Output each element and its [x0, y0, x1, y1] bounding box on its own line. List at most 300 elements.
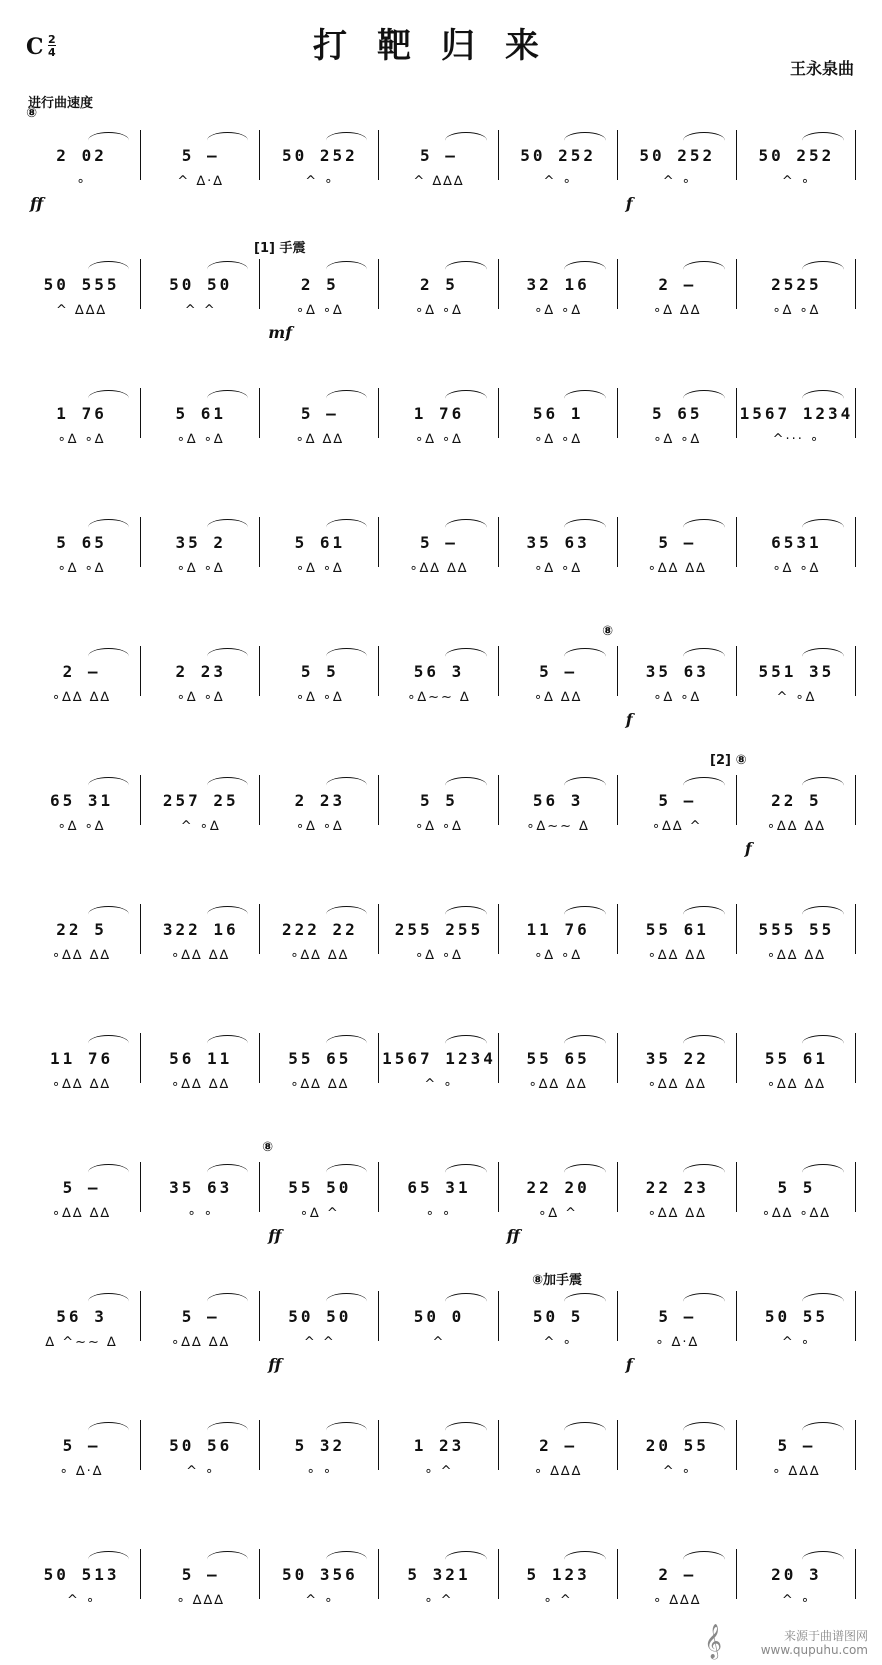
slur-line [326, 1293, 368, 1310]
measure-notes: 1567 1234 [382, 1049, 496, 1068]
measure-articulations: ∘∆∆ ∆∆ [647, 948, 707, 963]
measure-notes: 551 35 [758, 662, 835, 681]
barline [855, 1420, 856, 1470]
slur-line [802, 648, 844, 665]
measure-notes: 50 56 [169, 1436, 233, 1455]
measure [737, 110, 856, 220]
measure [141, 110, 260, 220]
measure-notes: 1 76 [56, 404, 107, 423]
measure-notes: 5 5 [300, 662, 339, 681]
measure [141, 1529, 260, 1639]
measure-notes: 5 123 [526, 1565, 590, 1584]
measure-articulations: ∘∆∆ ∆∆ [52, 690, 112, 705]
meter-top: 2 [48, 33, 56, 46]
slur-line [207, 1293, 249, 1310]
measure-articulations: ∘∆ ∘∆ [295, 561, 344, 576]
measure-notes: 2 – [62, 662, 101, 681]
measure [260, 239, 379, 349]
barline [855, 1033, 856, 1083]
measure-notes: 56 3 [532, 791, 584, 810]
measure-articulations: ∘∆ ^ [538, 1206, 579, 1221]
measure [499, 497, 618, 607]
measure-notes: 2 02 [56, 146, 107, 165]
measure-notes: 55 65 [288, 1049, 352, 1068]
measure-articulations: ^ ∘ [543, 1335, 573, 1350]
measure-articulations: ∘ ∆·∆ [59, 1464, 104, 1479]
measure [737, 239, 856, 349]
slur-line [683, 906, 725, 923]
measure-articulations: ^ ∆·∆ [177, 174, 224, 189]
slur-line [802, 906, 844, 923]
measure [618, 1271, 737, 1381]
measure [260, 1271, 379, 1381]
measure-notes: 65 31 [407, 1178, 471, 1197]
measure [141, 497, 260, 607]
measure-notes: 222 22 [281, 920, 358, 939]
slur-line [88, 519, 130, 536]
measure-articulations: ^ ∘ [781, 1335, 811, 1350]
measure-articulations: ∘∆∆ ∘∆∆ [761, 1206, 832, 1221]
slur-line [683, 519, 725, 536]
slur-line [683, 390, 725, 407]
slur-line [564, 132, 606, 149]
dynamic-marking: ff [268, 1355, 282, 1374]
measure-notes: 5 65 [652, 404, 703, 423]
measure [737, 1400, 856, 1510]
barline [855, 775, 856, 825]
measure-notes: 50 252 [520, 146, 597, 165]
measure-articulations: ∘∆∆ ∆∆ [290, 1077, 350, 1092]
measure-notes: 20 55 [645, 1436, 709, 1455]
measure [260, 1013, 379, 1123]
measure-articulations: ∘∆~~ ∆ [526, 819, 590, 834]
measure [260, 755, 379, 865]
score-title: 打靶归来 [313, 26, 569, 66]
slur-line [326, 648, 368, 665]
measure-notes: 2525 [771, 275, 822, 294]
measure-notes: 50 555 [43, 275, 120, 294]
row-annotation: ⑧ [262, 1140, 274, 1155]
slur-line [88, 1551, 130, 1568]
slur-line [326, 390, 368, 407]
dynamic-marking: f [625, 1355, 633, 1374]
score-row [22, 368, 856, 478]
measure-notes: 35 63 [526, 533, 590, 552]
barline [855, 517, 856, 567]
dynamic-marking: f [625, 194, 633, 213]
slur-line [207, 261, 249, 278]
score-row [22, 1013, 856, 1123]
measure-notes: 5 – [420, 146, 458, 165]
measure [379, 884, 498, 994]
slur-line [802, 1422, 844, 1439]
measure-articulations: ∘ ^ [424, 1464, 454, 1479]
measure [379, 1529, 498, 1639]
slur-line [802, 777, 844, 794]
measure-articulations: ∘∆ ∆∆ [653, 303, 702, 318]
measure [260, 884, 379, 994]
measure-notes: 2 23 [175, 662, 226, 681]
measure-notes: 5 – [777, 1436, 816, 1455]
measure-articulations: ∘∆ ^ [299, 1206, 340, 1221]
tempo-marking: 进行曲速度 [28, 96, 94, 111]
measure-notes: 2 – [658, 1565, 697, 1584]
measure [22, 239, 141, 349]
dynamic-marking: ff [30, 194, 44, 213]
time-signature [48, 34, 56, 58]
measure-notes: 56 3 [413, 662, 465, 681]
measure-articulations: ∘∆ ∘∆ [534, 561, 583, 576]
measure-notes: 55 50 [288, 1178, 352, 1197]
measure-notes: 5 5 [420, 791, 458, 810]
slur-line [445, 1293, 487, 1310]
measure-articulations: ∘∆∆ ∆∆ [171, 948, 231, 963]
slur-line [802, 1035, 844, 1052]
measure-articulations: ∘ ∆∆∆ [772, 1464, 821, 1479]
measure-articulations: ∘∆ ∘∆ [534, 948, 583, 963]
row-annotation: ⑧ [602, 624, 614, 639]
measure [499, 1013, 618, 1123]
measure-articulations: ∘∆∆ ∆∆ [52, 1206, 112, 1221]
measure [22, 1529, 141, 1639]
slur-line [88, 777, 130, 794]
measure-articulations: ∘∆ ∘∆ [415, 948, 463, 963]
measure [260, 110, 379, 220]
measure [260, 368, 379, 478]
measure [22, 497, 141, 607]
measure-notes: 1 23 [413, 1436, 465, 1455]
measure-articulations: ^ ∆∆∆ [56, 303, 108, 318]
row-annotation: [1] 手震 [254, 241, 306, 256]
slur-line [445, 648, 487, 665]
measure-notes: 5 – [658, 533, 697, 552]
measure-notes: 1567 1234 [739, 404, 854, 423]
slur-line [207, 390, 249, 407]
measure [260, 626, 379, 736]
slur-line [88, 132, 130, 149]
measure-notes: 5 – [658, 1307, 697, 1326]
slur-line [445, 390, 487, 407]
measure-notes: 50 55 [764, 1307, 828, 1326]
measure-notes: 35 22 [645, 1049, 709, 1068]
measure-notes: 5 – [181, 1565, 220, 1584]
score-row [22, 884, 856, 994]
measure [260, 497, 379, 607]
measure-articulations: ∘∆∆ ∆∆ [647, 1077, 707, 1092]
measure-notes: 55 61 [764, 1049, 828, 1068]
measure [499, 755, 618, 865]
score-row [22, 106, 856, 220]
score-row [22, 1529, 856, 1639]
measure-notes: 11 76 [49, 1049, 114, 1068]
slur-line [207, 777, 249, 794]
measure [737, 626, 856, 736]
measure-notes: 5 – [62, 1436, 101, 1455]
measure [737, 1013, 856, 1123]
treble-clef-icon: 𝄞 [704, 1624, 722, 1659]
barline [855, 1291, 856, 1341]
measure-articulations: ^ ^ [184, 303, 217, 318]
slur-line [326, 1422, 368, 1439]
slur-line [445, 261, 487, 278]
measure [499, 110, 618, 220]
measure-notes: 22 5 [771, 791, 822, 810]
key-signature: C [26, 34, 44, 60]
slur-line [445, 1035, 487, 1052]
measure-articulations: ∘∆ ∘∆ [57, 561, 106, 576]
measure-articulations: ∘∆∆ ∆∆ [766, 1077, 826, 1092]
measure [379, 755, 498, 865]
measure-articulations: ∘ ∆·∆ [655, 1335, 700, 1350]
measure-notes: 2 5 [420, 275, 458, 294]
measure-articulations: ^ [432, 1335, 446, 1350]
measure-articulations: ∘∆ ∆∆ [295, 432, 345, 447]
score-row [22, 626, 856, 736]
measure-notes: 50 513 [43, 1565, 120, 1584]
slur-line [207, 1035, 249, 1052]
measure-articulations: ^ ∘ [781, 1593, 811, 1608]
measure-articulations: ∘ ∆∆∆ [653, 1593, 702, 1608]
measure [499, 1142, 618, 1252]
slur-line [207, 1164, 249, 1181]
slur-line [326, 519, 368, 536]
measure-notes: 22 5 [56, 920, 107, 939]
slur-line [564, 261, 606, 278]
measure-notes: 2 23 [294, 791, 346, 810]
measure-notes: 555 55 [758, 920, 835, 939]
measure-articulations: ∘ ∘ [306, 1464, 334, 1479]
slur-line [445, 132, 487, 149]
measure-notes: 20 3 [771, 1565, 822, 1584]
measure [618, 497, 737, 607]
measure-notes: 2 – [658, 275, 697, 294]
measure [141, 1142, 260, 1252]
measure [499, 626, 618, 736]
measure-articulations: ∘∆ ∘∆ [295, 819, 344, 834]
measure-articulations: ∘ ^ [424, 1593, 454, 1608]
measure-notes: 55 61 [645, 920, 709, 939]
measure-notes: 50 5 [532, 1307, 584, 1326]
slur-line [88, 390, 130, 407]
measure [379, 1013, 498, 1123]
measure-notes: 1 76 [413, 404, 465, 423]
row-annotation: ⑧加手震 [532, 1273, 583, 1288]
measure-articulations: ∘ ∘ [425, 1206, 453, 1221]
measure [379, 239, 498, 349]
measure-notes: 50 0 [413, 1307, 465, 1326]
measure [260, 1400, 379, 1510]
measure [499, 884, 618, 994]
composer: 王永泉曲 [789, 59, 854, 78]
slur-line [88, 261, 130, 278]
measure-articulations: ^ ∘∆ [776, 690, 817, 705]
measure [141, 1271, 260, 1381]
measure-articulations: ∘∆∆ ∆∆ [171, 1335, 231, 1350]
slur-line [88, 906, 130, 923]
measure [379, 626, 498, 736]
measure-notes: 5 5 [777, 1178, 816, 1197]
measure-notes: 5 32 [294, 1436, 346, 1455]
measure-articulations: ∘∆∆ ∆∆ [52, 948, 112, 963]
measure-notes: 35 2 [175, 533, 226, 552]
measure [618, 626, 737, 736]
measure [737, 368, 856, 478]
measure-articulations: ∘∆∆ ∆∆ [528, 1077, 588, 1092]
measure-notes: 65 31 [49, 791, 114, 810]
measure-articulations: ∘∆ ∘∆ [415, 432, 463, 447]
slur-line [802, 1551, 844, 1568]
measure-articulations: ∘∆∆ ∆∆ [290, 948, 350, 963]
measure-notes: 22 20 [526, 1178, 590, 1197]
slur-line [564, 1422, 606, 1439]
slur-line [564, 519, 606, 536]
measure-notes: 5 – [658, 791, 697, 810]
row-annotation: [2] ⑧ [710, 753, 747, 768]
slur-line [683, 261, 725, 278]
slur-line [564, 390, 606, 407]
measure [499, 1400, 618, 1510]
barline [855, 646, 856, 696]
measure-notes: 5 61 [294, 533, 346, 552]
measure-articulations: ^ ∘ [305, 174, 335, 189]
measure-notes: 5 321 [407, 1565, 471, 1584]
measure-notes: 32 16 [526, 275, 590, 294]
measure-articulations: ∘∆ ∘∆ [176, 432, 225, 447]
measure-articulations: ^ ^ [303, 1335, 336, 1350]
slur-line [683, 1035, 725, 1052]
slur-line [564, 906, 606, 923]
slur-line [326, 1551, 368, 1568]
measure-notes: 255 255 [394, 920, 484, 939]
watermark-line-1: 来源于曲谱图网 [783, 1629, 868, 1643]
slur-line [683, 1551, 725, 1568]
slur-line [445, 519, 487, 536]
measure-articulations: ∘∆∆ ^ [651, 819, 703, 834]
measure-notes: 2 5 [300, 275, 339, 294]
score-row [22, 497, 856, 607]
measure [22, 755, 141, 865]
slur-line [88, 1293, 130, 1310]
measure-articulations: ∘∆ ∘∆ [772, 303, 821, 318]
slur-line [802, 390, 844, 407]
measure-articulations: ^ ∘∆ [180, 819, 221, 834]
slur-line [326, 906, 368, 923]
measure-articulations: ∆ ^~~ ∆ [45, 1335, 118, 1350]
measure-notes: 6531 [771, 533, 822, 552]
measure-notes: 5 65 [56, 533, 107, 552]
measure [22, 1013, 141, 1123]
slur-line [683, 1293, 725, 1310]
measure-notes: 5 – [300, 404, 339, 423]
measure-notes: 56 1 [532, 404, 584, 423]
measure [379, 110, 498, 220]
measure-articulations: ^ ∘ [662, 174, 692, 189]
measure-notes: 50 252 [639, 146, 716, 165]
measure-notes: 35 63 [169, 1178, 233, 1197]
measure-articulations: ^ ∘ [662, 1464, 692, 1479]
slur-line [326, 1164, 368, 1181]
slur-line [88, 1035, 130, 1052]
measure-notes: 50 50 [288, 1307, 352, 1326]
measure [737, 497, 856, 607]
row-annotation: ⑧ [26, 106, 38, 121]
measure-articulations: ^ ∘ [186, 1464, 216, 1479]
slur-line [88, 1422, 130, 1439]
measure-articulations: ∘∆ ∘∆ [653, 690, 702, 705]
measure [379, 1271, 498, 1381]
slur-line [802, 261, 844, 278]
measure-notes: 5 61 [175, 404, 226, 423]
measure-notes: 5 – [62, 1178, 101, 1197]
watermark-line-2: www.qupuhu.com [760, 1643, 868, 1657]
measure [379, 368, 498, 478]
score-row [22, 239, 856, 349]
slur-line [802, 1164, 844, 1181]
slur-line [88, 648, 130, 665]
measure [618, 1400, 737, 1510]
measure-articulations: ^ ∆∆∆ [413, 174, 465, 189]
score-row [22, 1400, 856, 1510]
measure [141, 239, 260, 349]
slur-line [207, 648, 249, 665]
slur-line [207, 132, 249, 149]
measure-notes: 5 – [420, 533, 458, 552]
measure-articulations: ^ ∘ [424, 1077, 454, 1092]
measure [141, 1400, 260, 1510]
slur-line [445, 1551, 487, 1568]
slur-line [683, 777, 725, 794]
slur-line [564, 1551, 606, 1568]
measure-notes: 5 – [539, 662, 578, 681]
slur-line [564, 777, 606, 794]
measure [141, 368, 260, 478]
measure-articulations: ∘∆∆ ∆∆ [171, 1077, 231, 1092]
measure [737, 1271, 856, 1381]
measure [379, 497, 498, 607]
measure-notes: 11 76 [526, 920, 590, 939]
measure-articulations: ^ ∘ [305, 1593, 335, 1608]
watermark [761, 1629, 868, 1657]
measure-articulations: ∘ ∘ [187, 1206, 214, 1221]
slur-line [326, 261, 368, 278]
measure [260, 1142, 379, 1252]
measure-articulations: ∘ ^ [543, 1593, 573, 1608]
measure-notes: 322 16 [162, 920, 239, 939]
slur-line [326, 777, 368, 794]
slur-line [683, 1422, 725, 1439]
barline [855, 388, 856, 438]
measure [379, 1142, 498, 1252]
measure [141, 1013, 260, 1123]
slur-line [445, 1422, 487, 1439]
measure-notes: 56 11 [169, 1049, 233, 1068]
measure-articulations: ∘∆ ∘∆ [534, 432, 583, 447]
slur-line [802, 132, 844, 149]
measure [618, 1013, 737, 1123]
slur-line [207, 1422, 249, 1439]
measure [22, 368, 141, 478]
measure [618, 884, 737, 994]
measure [22, 1271, 141, 1381]
measure-articulations: ∘∆ ∘∆ [295, 690, 344, 705]
measure-articulations: ∘∆~~ ∆ [407, 690, 471, 705]
slur-line [564, 648, 606, 665]
barline [855, 259, 856, 309]
measure [618, 1142, 737, 1252]
score-row [22, 1142, 856, 1252]
measure [22, 1142, 141, 1252]
measure [260, 1529, 379, 1639]
